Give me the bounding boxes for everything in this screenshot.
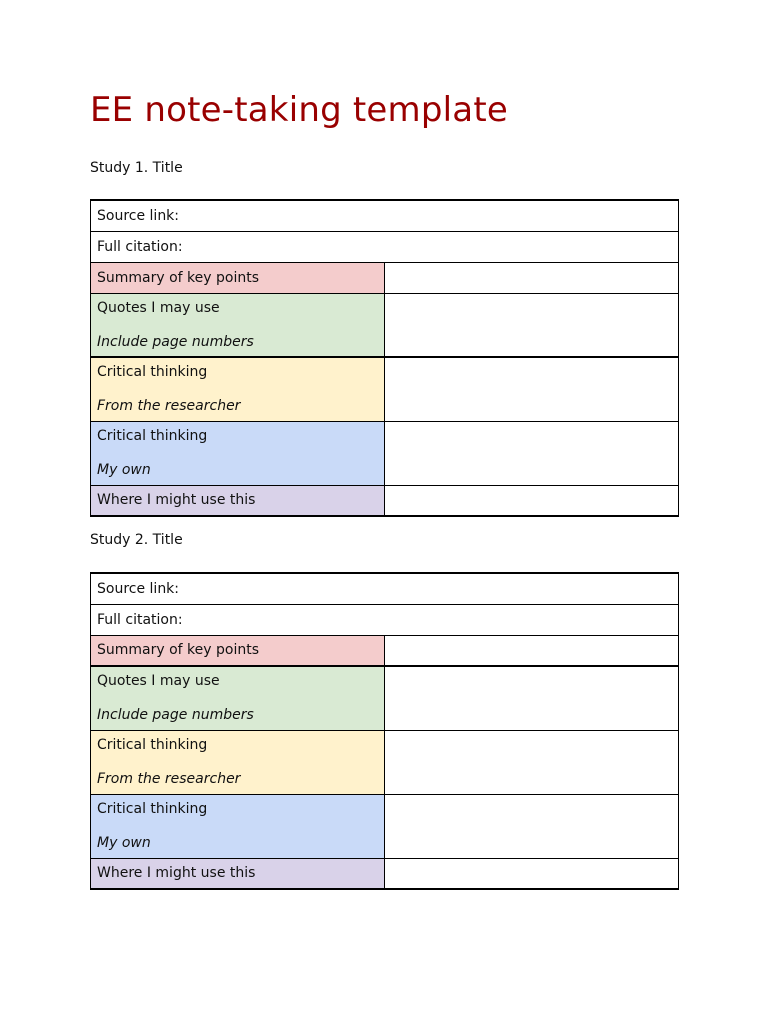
critical-researcher-sublabel: From the researcher [97, 398, 241, 415]
critical-own-sublabel: My own [97, 462, 151, 478]
critical-researcher-input-cell[interactable] [385, 730, 679, 794]
use-input-cell[interactable] [385, 858, 679, 889]
full-citation-field[interactable]: Full citation: [91, 231, 679, 262]
document-title: EE note-taking template [90, 90, 508, 130]
study-2-table [90, 572, 679, 890]
critical-own-label [91, 794, 385, 858]
critical-researcher-label [91, 357, 385, 421]
critical-own-sublabel: My own [97, 835, 151, 851]
quotes-sublabel: Include page numbers [97, 707, 254, 724]
critical-researcher-label-text: Critical thinking [97, 364, 208, 381]
critical-own-label-text: Critical thinking [97, 428, 208, 444]
summary-input-cell[interactable] [385, 262, 679, 293]
critical-own-input-cell[interactable] [385, 421, 679, 485]
use-input-cell[interactable] [385, 485, 679, 516]
study-2-heading: Study 2. Title [90, 532, 183, 548]
summary-input-cell[interactable] [385, 635, 679, 666]
quotes-input-cell[interactable] [385, 666, 679, 730]
source-link-field[interactable]: Source link: [91, 573, 679, 604]
use-label: Where I might use this [91, 858, 385, 889]
source-link-field[interactable]: Source link: [91, 200, 679, 231]
critical-researcher-label [91, 730, 385, 794]
quotes-label [91, 666, 385, 730]
summary-label: Summary of key points [91, 635, 385, 666]
study-1-heading: Study 1. Title [90, 160, 183, 176]
critical-own-label-text: Critical thinking [97, 801, 208, 817]
critical-researcher-label-text: Critical thinking [97, 737, 208, 753]
quotes-label-text: Quotes I may use [97, 673, 220, 690]
quotes-input-cell[interactable] [385, 293, 679, 357]
full-citation-field[interactable]: Full citation: [91, 604, 679, 635]
critical-own-label [91, 421, 385, 485]
quotes-label [91, 293, 385, 357]
study-1-table [90, 199, 679, 517]
quotes-sublabel: Include page numbers [97, 333, 254, 350]
critical-researcher-sublabel: From the researcher [97, 771, 241, 787]
quotes-label-text: Quotes I may use [97, 299, 220, 316]
critical-own-input-cell[interactable] [385, 794, 679, 858]
critical-researcher-input-cell[interactable] [385, 357, 679, 421]
use-label: Where I might use this [91, 485, 385, 516]
summary-label: Summary of key points [91, 262, 385, 293]
